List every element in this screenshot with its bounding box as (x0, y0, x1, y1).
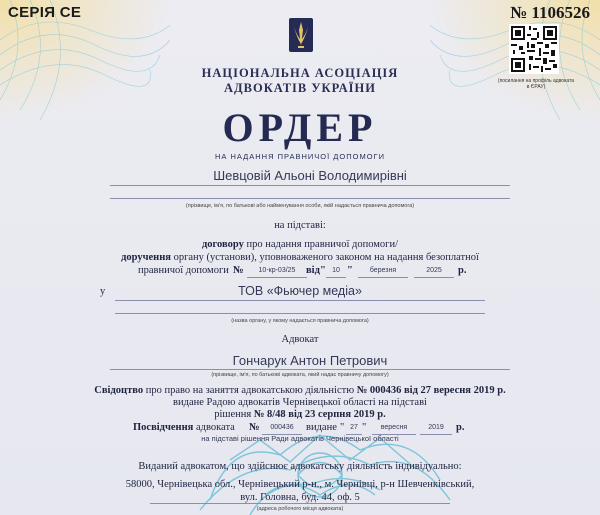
lawyer-underline (110, 369, 510, 370)
issued-by-address-line1: 58000, Чернівецька обл., Чернівецький р-н., м. Чернівці, р-н Шевченківський, (125, 479, 475, 490)
certificate-decision: № 8/48 від 23 серпня 2019 р. (253, 409, 386, 420)
basis-line3-text: правничої допомоги (138, 265, 229, 276)
contract-month: березня (369, 267, 397, 274)
basis-contract-word: договору (201, 239, 244, 250)
contract-year-suffix: р. (458, 265, 467, 276)
id-card-quote-open: " (340, 422, 345, 433)
certificate-text: про право на заняття адвокатською діяльністю (143, 385, 357, 396)
certificate-word: Свідоцтво (94, 385, 144, 396)
contract-day-line (326, 277, 346, 278)
contract-no-sign: № (233, 265, 244, 276)
org-underline (115, 300, 485, 301)
client-underline-2 (110, 198, 510, 199)
certificate-line2: видане Радою адвокатів Чернівецької області на підставі (173, 397, 427, 408)
address-caption: (адреса робочого місця адвоката) (256, 506, 344, 512)
address-underline (150, 503, 450, 504)
basis-line1-rest: про надання правничої допомоги/ (243, 239, 398, 250)
lawyer-caption: (прізвище, ім'я, по батькові адвоката, який надає правничу допомогу) (211, 372, 389, 378)
series-label: СЕРІЯ СЕ (8, 4, 82, 21)
basis-mandate-word: доручення (121, 252, 171, 263)
contract-number: 10-кр-03/25 (258, 267, 296, 274)
lawyer-label: Адвокат (281, 334, 319, 345)
id-card-year: 2019 (428, 424, 444, 431)
basis-line2-rest: органу (установи), уповноваженого законом на надання безоплатної (170, 252, 479, 263)
org-underline-2 (115, 313, 485, 314)
basis-line1 (0, 239, 600, 250)
org-prefix: у (100, 286, 106, 297)
client-name: Шевцовій Альоні Володимирівні (213, 168, 407, 183)
id-card-day: 27 (350, 424, 358, 431)
association-name-line2: АДВОКАТІВ УКРАЇНИ (224, 81, 376, 95)
id-card-quote-close: " (362, 422, 367, 433)
qr-caption: (посилання на профіль адвоката в ЄРАУ) (497, 78, 575, 90)
issued-by-line1: Виданий адвокатом, що здійснює адвокатську діяльність індивідуально: (138, 461, 462, 472)
id-card-sub: на підставі рішення Ради адвокатів Чернівецької області (201, 434, 399, 443)
certificate-decision-prefix: рішення (214, 409, 254, 420)
contract-number-line (247, 277, 307, 278)
certificate-line1 (0, 385, 600, 396)
issued-by-address-line2: вул. Головна, буд. 44, оф. 5 (240, 492, 360, 503)
id-card-label-rest: адвоката (193, 422, 235, 433)
client-underline (110, 185, 510, 186)
client-caption: (прізвище, ім'я, по батькові або найменування особи, якій надається правнича допомога) (185, 203, 415, 209)
document-title: ОРДЕР (222, 105, 378, 150)
contract-year: 2025 (426, 267, 442, 274)
basis-line2 (0, 252, 600, 263)
contract-year-line (414, 277, 454, 278)
id-card-number: 000436 (270, 424, 294, 431)
org-caption: (назва органу, у якому надається правнича допомога) (231, 318, 369, 324)
id-card-month: вересня (380, 424, 408, 431)
id-card-year-suffix: р. (456, 422, 465, 433)
association-name-line1: НАЦІОНАЛЬНА АСОЦІАЦІЯ (201, 66, 399, 80)
id-card-issued-label: видане (306, 422, 337, 433)
contract-quote-open: " (320, 265, 326, 276)
id-card-label (133, 422, 235, 433)
org-name: ТОВ «Фьючер медіа» (238, 284, 362, 298)
basis-label: на підставі: (274, 220, 326, 231)
lawyer-name: Гончарук Антон Петрович (232, 353, 388, 368)
contract-day: 10 (332, 267, 340, 274)
id-card-no-sign: № (249, 422, 260, 433)
contract-month-line (358, 277, 408, 278)
document-subtitle: НА НАДАННЯ ПРАВНИЧОЇ ДОПОМОГИ (215, 152, 385, 161)
association-emblem-icon (289, 18, 313, 52)
id-card-word: Посвідчення (133, 422, 194, 433)
document-number: № 1106526 (510, 3, 590, 22)
certificate-number: № 000436 від 27 вересня 2019 р. (356, 385, 506, 396)
contract-quote-close: " (347, 265, 353, 276)
certificate-line3 (0, 409, 600, 420)
contract-from-label: від (306, 265, 320, 276)
